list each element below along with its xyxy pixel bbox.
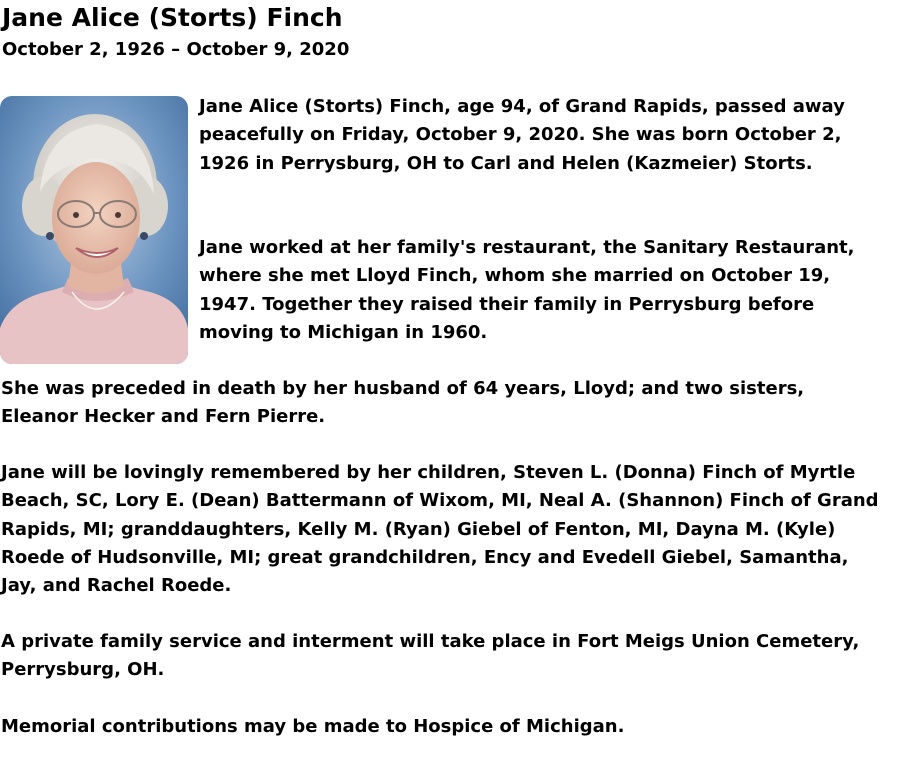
paragraph-memorial: Memorial contributions may be made to Hospice of Michigan. [1,716,625,737]
paragraph-work: Jane worked at her family's restaurant, the Sanitary Restaurant, where she met Lloyd Finch, whom she married on October 19, 1947. Together they raised their family in Perrysburg before moving to Michigan in 1960. [199,237,855,343]
paragraph-preceded: She was preceded in death by her husband of 64 years, Lloyd; and two sisters, Eleanor Hecker and Fern Pierre. [1,378,805,428]
life-dates: October 2, 1926 – October 9, 2020 [2,39,350,60]
paragraph-survivors: Jane will be lovingly remembered by her children, Steven L. (Donna) Finch of Myrtle Beach, SC, Lory E. (Dean) Battermann of Wixom, MI, Neal A. (Shannon) Finch of Grand Rapids, MI; granddaughters, Kelly M. (Ryan) Giebel of Fenton, MI, Dayna M. (Kyle) Roede of Hudsonville, MI; great grandchildren, Ency and Evedell Giebel, Samantha, Jay, and Rachel Roede. [1,462,879,597]
paragraph-intro: Jane Alice (Storts) Finch, age 94, of Grand Rapids, passed away peacefully on Friday, October 9, 2020. She was born October 2, 1926 in Perrysburg, OH to Carl and Helen (Kazmeier) Storts. [199,96,845,174]
paragraph-service: A private family service and interment will take place in Fort Meigs Union Cemetery, Perrysburg, OH. [1,631,860,681]
portrait-photo [0,96,188,364]
obituary-name: Jane Alice (Storts) Finch [2,3,343,32]
